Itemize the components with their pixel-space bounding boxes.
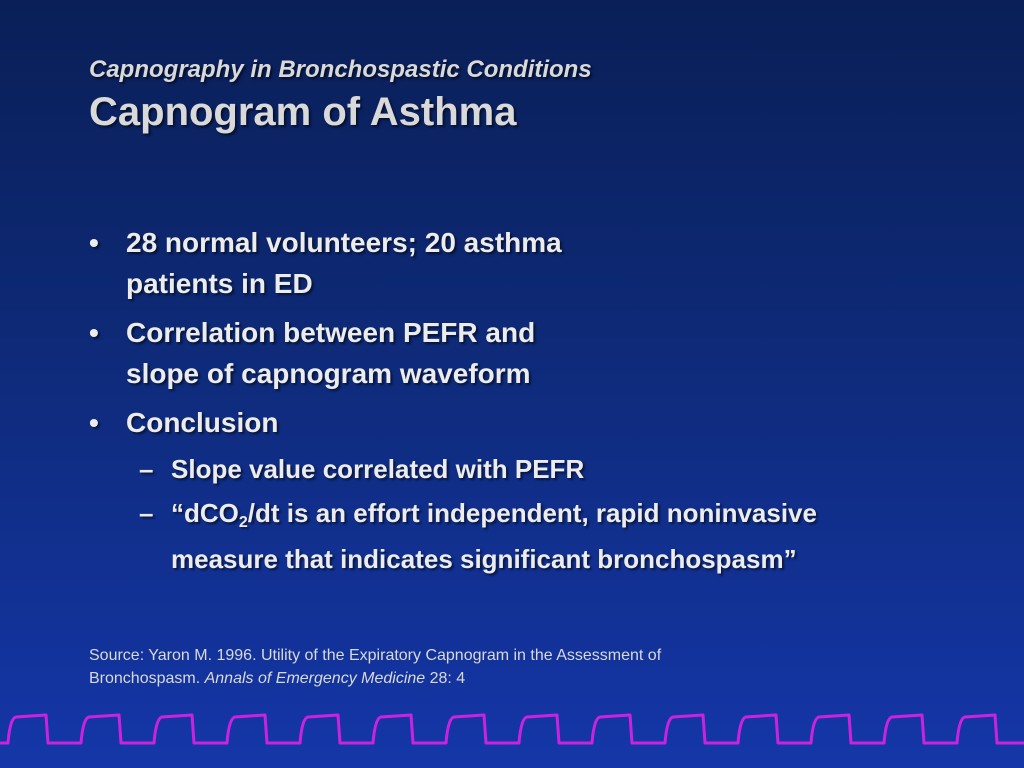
sub-bullet-text: Slope value correlated with PEFR: [171, 454, 585, 484]
bullet-text: Conclusion: [126, 407, 279, 438]
journal-citation: 28: 4: [425, 670, 466, 687]
source-text-cont: Bronchospasm.: [89, 670, 205, 687]
bullet-item-conclusion: [89, 402, 989, 443]
sub-bullet-marker: –: [139, 498, 154, 528]
bullet-marker: •: [89, 227, 99, 258]
source-text: Source: Yaron M. 1996. Utility of the Expiratory Capnogram in the Assessment of: [89, 647, 662, 664]
slide-subtitle: Capnography in Bronchospastic Conditions: [89, 56, 592, 83]
quote-subscript: 2: [238, 514, 248, 531]
capnogram-waveform: [0, 705, 1024, 751]
bullet-marker: •: [89, 407, 99, 438]
sub-bullet-slope: [89, 451, 989, 488]
bullet-text: slope of capnogram waveform: [126, 358, 531, 389]
sub-bullet-marker: –: [139, 454, 154, 484]
bullet-item-correlation: [89, 312, 989, 394]
capnogram-waveform-line: [0, 715, 1024, 743]
sub-bullet-quote-line2: measure that indicates significant bronchospasm”: [171, 544, 797, 574]
bullet-text: Correlation between PEFR and: [126, 317, 536, 348]
sub-bullet-quote: [89, 495, 989, 578]
sub-bullet-quote-line1: [171, 495, 989, 541]
bullet-list: [89, 222, 989, 585]
slide-title: Capnogram of Asthma: [89, 90, 517, 134]
bullet-text: 28 normal volunteers; 20 asthma: [126, 227, 562, 258]
quote-rest: /dt is an effort independent, rapid noninvasive: [247, 498, 817, 528]
source-citation: [89, 644, 849, 690]
journal-name: Annals of Emergency Medicine: [204, 670, 426, 687]
bullet-item-volunteers: [89, 222, 989, 304]
bullet-text: patients in ED: [126, 268, 313, 299]
quote-prefix: “dCO: [171, 498, 239, 528]
bullet-marker: •: [89, 317, 99, 348]
